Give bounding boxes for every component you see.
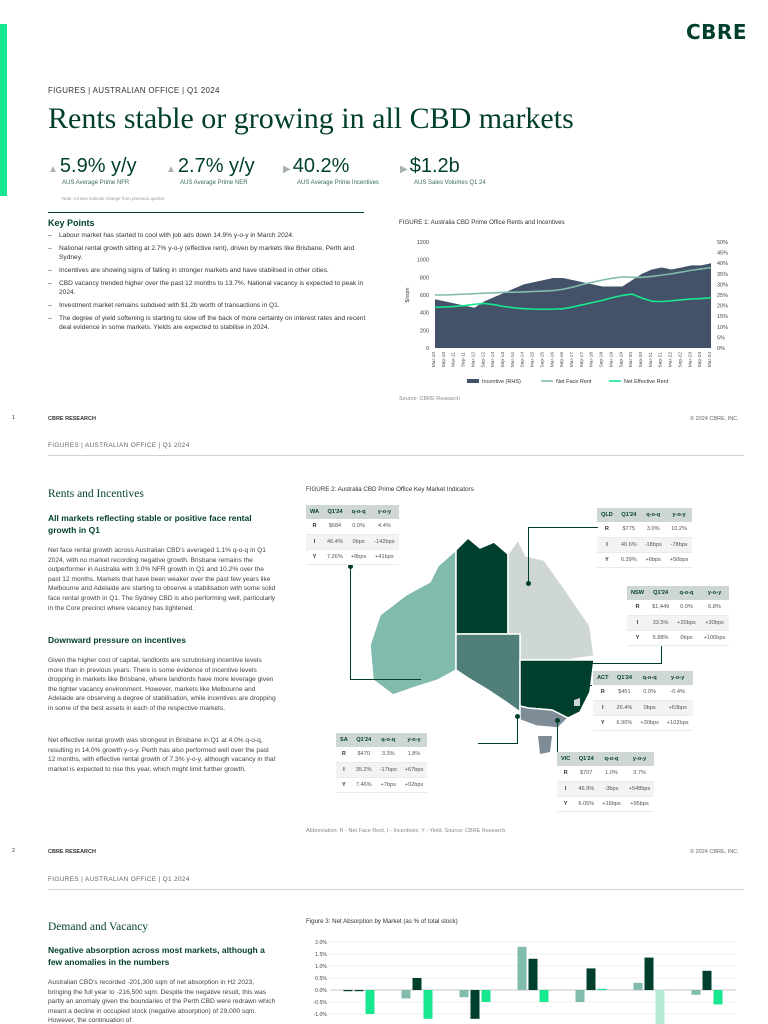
list-item: – CBD vacancy trended higher over the past 12 months to 13.7%. National vacancy is expected to peak in 2024.	[48, 279, 366, 297]
y-tick-label: 2.0%	[315, 940, 327, 946]
pin-vic	[555, 718, 560, 723]
y-tick-label: 1.0%	[315, 964, 327, 970]
page-number: 1	[12, 415, 16, 421]
cbre-logo: CBRE	[686, 20, 747, 44]
y2-tick-label: 30%	[717, 282, 729, 289]
kpi-incentives	[283, 155, 379, 186]
legend-label: Net Effective Rent	[624, 379, 669, 385]
leader-line	[578, 685, 592, 686]
bar	[402, 990, 411, 998]
footer-right: © 2024 CBRE, INC.	[690, 416, 739, 422]
page-kicker: FIGURES | AUSTRALIAN OFFICE | Q1 2024	[48, 442, 190, 449]
bar	[703, 971, 712, 990]
market-table-sa: SA Q1'24 q-o-q y-o-y R $470 3.3% 1.8% I 35.2% -17bps +67bps Y 7.46% +7bps +92bps	[336, 733, 427, 793]
y2-tick-label: 50%	[717, 240, 729, 246]
paragraph: Given the higher cost of capital, landlords are scrutinising incentive levels more than in previous years. There is some evidence of incentive levels dropping in markets like Brisbane, where landlords have more leverage given the tighter vacancy environment. However, markets like Melbourne and Adelaide are observing a degree of stabilisation, while incentives are dropping in some of the best assets in each of the respective markets.	[48, 657, 276, 712]
y-tick-label: 1200	[416, 240, 429, 246]
kpi-value: 2.7% y/y	[177, 155, 255, 177]
bar	[424, 990, 433, 1019]
y-tick-label: 600	[419, 293, 429, 299]
bar	[413, 978, 422, 990]
kpi-value: 40.2%	[292, 155, 350, 177]
paragraph: Net effective rental growth was strongest in Brisbane in Q1 at 4.0% q-o-q, resulting in 14.0% growth y-o-y. Perth has also performed well over the past 12 months, with effective rental growth of 7.3% y-o-y, although vacancy in that market is expected to rise this year, which might limit further growth.	[48, 737, 276, 773]
bar	[714, 990, 723, 1004]
y-tick-label: 1.5%	[315, 952, 327, 958]
bar	[460, 990, 469, 997]
x-tick-label: Sep-11	[461, 352, 467, 368]
footer-left: CBRE RESEARCH	[48, 416, 96, 422]
x-tick-label: Mar-14	[510, 352, 516, 368]
leader-line	[478, 743, 518, 744]
x-tick-label: Sep-23	[698, 352, 704, 368]
y-tick-label: 1000	[416, 257, 429, 264]
leader-line	[528, 527, 598, 528]
pin-sa	[515, 714, 520, 719]
y2-tick-label: 45%	[717, 250, 729, 257]
x-tick-label: Mar-20	[629, 352, 635, 368]
leader-line	[661, 646, 662, 664]
y2-tick-label: 20%	[717, 303, 729, 310]
y2-tick-label: 25%	[717, 293, 729, 299]
y2-tick-label: 5%	[717, 335, 725, 342]
market-table-qld: QLD Q1'24 q-o-q y-o-y R $775 3.0% 10.2% I 40.6% -18bps -78bps Y 6.39% +6bps +50bps	[597, 508, 692, 568]
y-tick-label: -1.0%	[313, 1012, 327, 1018]
list-item: – Incentives are showing signs of falling in stronger markets and have stabilised in other cities.	[48, 266, 366, 275]
leader-line	[528, 527, 529, 583]
market-table-vic: VIC Q1'24 q-o-q y-o-y R $707 1.0% 3.7% I 46.9% -3bps +548bps Y 6.05% +16bps +95bps	[557, 752, 654, 812]
map-nt	[456, 538, 508, 634]
x-tick-label: Mar-21	[648, 352, 654, 368]
y2-tick-label: 35%	[717, 271, 729, 278]
kpi-ner	[166, 155, 255, 186]
series-incentive-area	[435, 263, 711, 348]
section-title: Demand and Vacancy	[48, 921, 149, 933]
pin-act	[574, 683, 579, 688]
y-tick-label: 0	[425, 346, 429, 352]
y2-tick-label: 10%	[717, 324, 729, 331]
bar	[344, 990, 353, 991]
figure-3-title: Figure 3: Net Absorption by Market (as % of total stock)	[306, 918, 458, 925]
section-title: Rents and Incentives	[48, 488, 144, 500]
x-tick-label: Sep-17	[579, 352, 585, 368]
bar	[634, 983, 643, 990]
x-tick-label: Mar-18	[589, 352, 595, 368]
bar	[518, 947, 527, 990]
kpi-value: 5.9% y/y	[59, 155, 137, 177]
paragraph: Net face rental growth across Australian CBD's averaged 1.1% q-o-q in Q1 2024, with no market recording negative growth. Brisbane remains the outperformer in Australia with 3.0% NFR growth in Q1 and 10.2% over the past 12 months. Markets that have been weaker over the past few years like Melbourne and Adelaide are starting to observe a stabilisation with some solid face rental growth in Q1. The Sydney CBD is also performing well, particularly in the Core precinct where vacancy has tightened.	[48, 547, 276, 612]
y-axis-label: $/sqm	[405, 287, 411, 303]
legend-label: Net Face Rent	[556, 379, 592, 385]
x-tick-label: Mar-12	[471, 352, 477, 368]
x-tick-label: Sep-14	[520, 352, 526, 368]
kpi-label: AUS Sales Volumes Q1 24	[414, 180, 486, 186]
x-tick-label: Mar-17	[570, 352, 575, 368]
legend-swatch	[467, 379, 479, 383]
list-item: – The degree of yield softening is starting to slow off the back of more certainty on interest rates and recent deal evidence in some markets. Yields are expected to stabilise in 2024.	[48, 314, 366, 332]
triangle-right-icon: ▶	[400, 164, 408, 175]
y-tick-label: 800	[419, 275, 429, 282]
pin-wa	[348, 564, 353, 569]
x-tick-label: Sep-10	[441, 352, 447, 368]
leader-line	[350, 566, 351, 680]
kpi-sales	[400, 155, 486, 186]
kpi-label: AUS Average Prime NER	[180, 180, 248, 186]
net-absorption-chart	[306, 934, 740, 1024]
figure-1-title: FIGURE 1: Australia CBD Prime Office Rents and Incentives	[399, 219, 565, 226]
x-tick-label: Sep-19	[619, 352, 625, 368]
y-tick-label: 0.0%	[315, 988, 327, 994]
triangle-up-icon: ▲	[48, 164, 58, 175]
y-tick-label: 200	[419, 328, 429, 335]
kpi-label: AUS Average Prime Incentives	[297, 180, 379, 186]
bar	[692, 990, 701, 995]
sub-heading: Downward pressure on incentives	[48, 635, 186, 645]
bar	[482, 990, 491, 1002]
bar	[366, 990, 375, 1014]
x-tick-label: Mar-24	[708, 352, 713, 368]
x-tick-label: Mar-15	[530, 352, 536, 368]
y-tick-label: 0.5%	[315, 976, 327, 982]
x-tick-label: Mar-22	[668, 352, 674, 368]
bar	[540, 990, 549, 1002]
leader-line	[517, 716, 518, 744]
y-tick-label: 400	[419, 310, 429, 317]
australia-map	[368, 530, 608, 760]
map-qld	[508, 540, 594, 660]
map-wa	[370, 550, 456, 695]
leader-line	[350, 679, 421, 680]
page-kicker: FIGURES | AUSTRALIAN OFFICE | Q1 2024	[48, 876, 190, 883]
x-tick-label: Sep-18	[599, 352, 605, 368]
list-item: – Investment market remains subdued with $1.2b worth of transactions in Q1.	[48, 301, 366, 310]
sub-heading: Negative absorption across most markets, although a few anomalies in the numbers	[48, 945, 265, 967]
footer-left: CBRE RESEARCH	[48, 849, 96, 855]
rents-incentives-chart	[399, 232, 739, 392]
accent-bar	[0, 24, 7, 196]
bar	[576, 990, 585, 1002]
x-tick-label: Sep-20	[639, 352, 644, 368]
pin-nsw	[580, 661, 585, 666]
bar	[656, 990, 665, 1024]
x-tick-label: Mar-10	[432, 352, 437, 368]
figure-2-title: FIGURE 2: Australia CBD Prime Office Key Market Indicators	[306, 486, 474, 493]
figure-2-note: Abbreviation: R - Net Face Rent, I - Incentives, Y - Yield. Source: CBRE Research	[306, 828, 506, 834]
pin-qld	[526, 581, 531, 586]
page-number: 2	[12, 848, 16, 854]
market-table-act: ACT Q1'24 q-o-q y-o-y R $451 0.0% -0.4% I 26.4% 0bps +63bps Y 6.90% +30bps +102bps	[593, 671, 693, 731]
x-tick-label: Sep-21	[658, 352, 664, 368]
x-tick-label: Mar-16	[550, 352, 556, 368]
kpi-value: $1.2b	[409, 155, 460, 177]
bar	[471, 990, 480, 1019]
y2-tick-label: 15%	[717, 314, 729, 321]
kpi-note: Note: Arrows indicate change from previous quarter.	[62, 196, 166, 201]
x-tick-label: Sep-13	[501, 352, 506, 368]
list-item: – National rental growth sitting at 2.7% y-o-y (effective rent), driven by markets like Brisbane, Perth and Sydney.	[48, 244, 366, 262]
x-tick-label: Mar-11	[451, 352, 457, 367]
divider	[48, 889, 744, 890]
bar	[645, 958, 654, 990]
x-tick-label: Sep-15	[540, 352, 546, 368]
bar	[598, 989, 607, 990]
y2-tick-label: 0%	[717, 346, 725, 352]
x-tick-label: Sep-22	[678, 352, 684, 368]
footer-right: © 2024 CBRE, INC.	[690, 849, 739, 855]
y2-tick-label: 40%	[717, 261, 729, 268]
triangle-up-icon: ▲	[166, 164, 176, 175]
x-tick-label: Sep-16	[560, 352, 566, 368]
triangle-right-icon: ▶	[283, 164, 291, 175]
bar	[529, 959, 538, 990]
y-tick-label: -0.5%	[313, 1000, 327, 1006]
page-kicker: FIGURES | AUSTRALIAN OFFICE | Q1 2024	[48, 86, 220, 95]
legend-label: Incentive (RHS)	[482, 379, 521, 385]
paragraph: Australian CBD's recorded -201,300 sqm of net absorption in H2 2023, bringing the full year to -216,500 sqm. Despite the negative result, this was partly an anomaly given the boundaries of the Perth CBD were redrawn which meant a decline in occupied stock (negative absorption) of 29,000 sqm. However, the continuation of	[48, 979, 276, 1024]
x-tick-label: Mar-19	[609, 352, 615, 368]
kpi-nfr	[48, 155, 137, 186]
figure-1-source: Source: CBRE Research	[399, 396, 460, 402]
kpi-label: AUS Average Prime NFR	[62, 180, 130, 186]
sub-heading: All markets reflecting stable or positive face rental growth in Q1	[48, 513, 252, 535]
market-table-nsw: NSW Q1'24 q-o-q y-o-y R $1,449 0.9% 6.8% I 33.5% +20bps +30bps Y 5.88% 0bps +100bps	[627, 586, 729, 646]
key-points-list	[48, 231, 366, 336]
map-sa	[456, 634, 520, 712]
x-tick-label: Mar-23	[688, 352, 694, 368]
x-tick-label: Sep-12	[481, 352, 487, 368]
key-points-rule	[48, 212, 364, 213]
market-table-wa: WA Q1'24 q-o-q y-o-y R $684 0.0% 4.4% I 46.4% 0bps -142bps Y 7.26% +8bps +41bps	[306, 505, 399, 565]
page-title: Rents stable or growing in all CBD markets	[48, 102, 574, 135]
divider	[48, 455, 744, 456]
bar	[587, 968, 596, 990]
bar	[355, 990, 364, 991]
map-tas	[538, 736, 552, 754]
key-points-title: Key Points	[48, 218, 95, 228]
x-tick-label: Mar-13	[491, 352, 497, 368]
list-item: – Labour market has started to cool with job ads down 14.9% y-o-y in March 2024.	[48, 231, 366, 240]
leader-line	[584, 663, 662, 664]
